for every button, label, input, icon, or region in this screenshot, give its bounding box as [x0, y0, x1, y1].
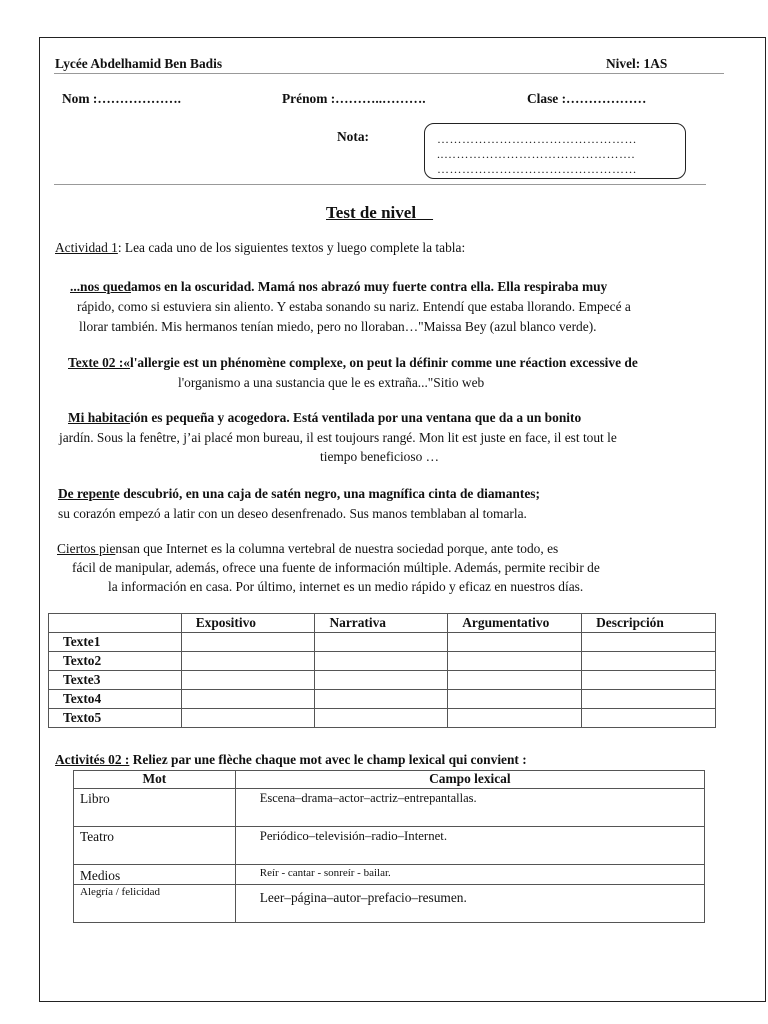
text-3-line-3: tiempo beneficioso … — [320, 449, 439, 464]
table-cell[interactable] — [181, 652, 315, 671]
mot-cell: Libro — [74, 789, 236, 827]
school-name: Lycée Abdelhamid Ben Badis — [55, 56, 223, 71]
table-cell[interactable] — [448, 652, 582, 671]
table-cell[interactable] — [315, 709, 448, 728]
table-header-cell: Campo lexical — [235, 771, 704, 789]
table-row — [74, 827, 705, 865]
table-header-cell: Expositivo — [181, 614, 315, 633]
section-divider — [54, 184, 706, 185]
row-label: Texto5 — [49, 709, 182, 728]
table-cell[interactable] — [582, 709, 716, 728]
table-header-cell: Argumentativo — [448, 614, 582, 633]
campo-cell: Leer–página–autor–prefacio–resumen. — [235, 885, 704, 923]
row-label: Texte3 — [49, 671, 182, 690]
nota-label: Nota: — [337, 129, 369, 144]
table-header-cell — [49, 614, 182, 633]
table-header-row — [74, 771, 705, 789]
mot-cell: Teatro — [74, 827, 236, 865]
table-cell[interactable] — [448, 709, 582, 728]
text-5-line-3: la información en casa. Por último, internet es un medio rápido y eficaz en nuestros días. — [108, 579, 584, 594]
table-cell[interactable] — [582, 690, 716, 709]
text-3-line-1: Mi habitación es pequeña y acogedora. Está ventilada por una ventana que da a un bonito — [68, 410, 582, 425]
text-2-line-2: l'organismo a una sustancia que le es extraña..."Sitio web — [178, 375, 485, 390]
text-4-line-1: De repente descubrió, en una caja de satén negro, una magnífica cinta de diamantes; — [58, 486, 540, 501]
nota-box — [424, 123, 686, 179]
actividad2-text: Reliez par une flèche chaque mot avec le champ lexical qui convient : — [129, 752, 527, 767]
table-cell[interactable] — [315, 690, 448, 709]
table-cell[interactable] — [181, 633, 315, 652]
header-divider — [54, 73, 724, 74]
table-header-row — [49, 614, 716, 633]
table-cell[interactable] — [315, 633, 448, 652]
table-cell[interactable] — [582, 671, 716, 690]
row-label: Texto4 — [49, 690, 182, 709]
text-3-line-2: jardín. Sous la fenêtre, j’ai placé mon bureau, il est toujours rangé. Mon lit est juste en face, il est tout le — [59, 430, 617, 445]
campo-cell: Periódico–televisión–radio–Internet. — [235, 827, 704, 865]
text-5-line-1: Ciertos piensan que Internet es la columna vertebral de nuestra sociedad porque, ante todo, es — [57, 541, 559, 556]
text-1-line-2: rápido, como si estuviera sin aliento. Y estaba sonando su nariz. Entendí que estaba llorando. Empecé a — [77, 299, 631, 314]
text-5-line-2: fácil de manipular, además, ofrece una fuente de información múltiple. Además, permite recibir de — [72, 560, 600, 575]
actividad2-label: Activités 02 : — [55, 752, 130, 767]
lexical-field-table — [73, 770, 705, 923]
table-cell[interactable] — [181, 690, 315, 709]
actividad1-text: : Lea cada uno de los siguientes textos y luego complete la tabla: — [117, 240, 466, 255]
nota-line: ..………………………………………. — [437, 147, 635, 161]
mot-cell: Alegría / felicidad — [74, 885, 236, 923]
table-cell[interactable] — [582, 633, 716, 652]
text-2-line-1: Texte 02 :«l'allergie est un phénomène complexe, on peut la définir comme une réaction excessive de — [68, 355, 638, 370]
table-cell[interactable] — [582, 652, 716, 671]
table-row — [49, 671, 716, 690]
table-row — [74, 885, 705, 923]
campo-cell: Reír - cantar - sonreír - bailar. — [235, 865, 704, 885]
table-cell[interactable] — [448, 690, 582, 709]
row-label: Texto2 — [49, 652, 182, 671]
table-row — [49, 652, 716, 671]
table-cell[interactable] — [181, 671, 315, 690]
mot-cell: Medios — [74, 865, 236, 885]
table-cell[interactable] — [181, 709, 315, 728]
table-cell[interactable] — [448, 633, 582, 652]
actividad1-instruction — [55, 240, 465, 256]
table-cell[interactable] — [315, 652, 448, 671]
nota-line: ………………………………………… — [437, 162, 637, 176]
table-row — [74, 789, 705, 827]
prenom-field: Prénom :………..………. — [282, 91, 426, 106]
campo-cell: Escena–drama–actor–actriz–entrepantallas. — [235, 789, 704, 827]
table-row — [49, 633, 716, 652]
level-label: Nivel: 1AS — [606, 56, 668, 71]
table-header-cell: Mot — [74, 771, 236, 789]
clase-field: Clase :……………… — [527, 91, 647, 106]
table-header-cell: Narrativa — [315, 614, 448, 633]
text-1-line-3: llorar también. Mis hermanos tenían miedo, pero no lloraban…"Maissa Bey (azul blanco verde). — [79, 319, 597, 334]
nota-line: ………………………………………… — [437, 132, 637, 146]
row-label: Texte1 — [49, 633, 182, 652]
actividad1-label: Actividad 1 — [55, 240, 118, 255]
text-type-table — [48, 613, 716, 728]
actividad2-instruction — [55, 752, 527, 768]
table-row — [49, 709, 716, 728]
text-4-line-2: su corazón empezó a latir con un deseo desenfrenado. Sus manos temblaban al tomarla. — [58, 506, 527, 521]
page-title: Test de nivel — [326, 203, 417, 222]
text-1-line-1: ...nos quedamos en la oscuridad. Mamá nos abrazó muy fuerte contra ella. Ella respiraba muy — [70, 279, 608, 294]
table-row — [49, 690, 716, 709]
table-cell[interactable] — [448, 671, 582, 690]
nom-field: Nom :………………. — [62, 91, 182, 106]
table-row — [74, 865, 705, 885]
table-cell[interactable] — [315, 671, 448, 690]
table-header-cell: Descripción — [582, 614, 716, 633]
